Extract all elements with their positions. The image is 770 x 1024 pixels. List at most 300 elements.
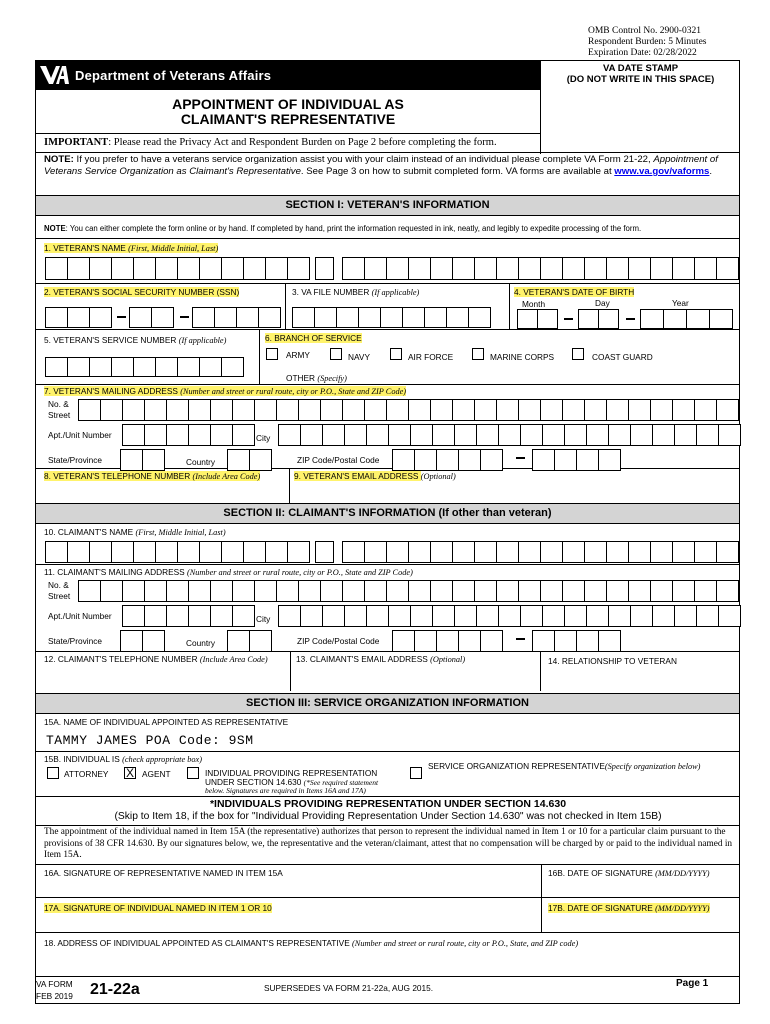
veteran-street-box[interactable]: [276, 399, 299, 421]
claimant-street-box[interactable]: [276, 580, 299, 602]
veteran-zip-ext-box[interactable]: [554, 449, 577, 471]
veteran-city-box[interactable]: [366, 424, 389, 446]
claimant-zip-box[interactable]: [414, 630, 437, 652]
veteran-city-box[interactable]: [608, 424, 631, 446]
veteran-street-box[interactable]: [584, 399, 607, 421]
service-org-label: [428, 761, 700, 772]
va-file-number-box[interactable]: [314, 307, 337, 328]
last-name-box[interactable]: [716, 257, 739, 280]
separator-dash: [117, 316, 126, 318]
veteran-city-box[interactable]: [718, 424, 741, 446]
claimant-street-box[interactable]: [408, 580, 431, 602]
claimant-country-box[interactable]: [249, 630, 272, 652]
claimant-street-box[interactable]: [342, 580, 365, 602]
veteran-street-box[interactable]: [320, 399, 343, 421]
last-name-box[interactable]: [584, 257, 607, 280]
veteran-city-box[interactable]: [388, 424, 411, 446]
claimant-apt-box[interactable]: [232, 605, 255, 627]
item-7-label: [44, 386, 406, 397]
service-number-box[interactable]: [177, 357, 200, 377]
claimant-country-box[interactable]: [227, 630, 250, 652]
veteran-city-box[interactable]: [652, 424, 675, 446]
omb-block: [588, 26, 706, 59]
last-name-box[interactable]: [650, 257, 673, 280]
divider: [290, 651, 291, 691]
claimant-last-name-box[interactable]: [430, 541, 453, 563]
title-line-2: CLAIMANT'S REPRESENTATIVE: [180, 111, 396, 127]
divider: [289, 468, 290, 504]
claimant-first-name-box[interactable]: [111, 541, 134, 563]
veteran-street-box[interactable]: [188, 399, 211, 421]
veteran-street-box[interactable]: [144, 399, 167, 421]
ssn-box[interactable]: [192, 307, 215, 328]
veteran-street-box[interactable]: [606, 399, 629, 421]
divider: [540, 651, 541, 691]
veteran-street-box[interactable]: [540, 399, 563, 421]
item-10-hint: (First, Middle Initial, Last): [135, 528, 226, 537]
claimant-first-name-box[interactable]: [89, 541, 112, 563]
claimant-city-box[interactable]: [630, 605, 653, 627]
veteran-city-box[interactable]: [432, 424, 455, 446]
veteran-street-box[interactable]: [628, 399, 651, 421]
claimant-street-box[interactable]: [606, 580, 629, 602]
last-name-box[interactable]: [562, 257, 585, 280]
claimant-last-name-box[interactable]: [562, 541, 585, 563]
claimant-city-box[interactable]: [696, 605, 719, 627]
va-file-number-box[interactable]: [358, 307, 381, 328]
claimant-last-name-box[interactable]: [518, 541, 541, 563]
claimant-street-box[interactable]: [650, 580, 673, 602]
last-name-box[interactable]: [364, 257, 387, 280]
veteran-zip-ext-box[interactable]: [598, 449, 621, 471]
veteran-street-box[interactable]: [408, 399, 431, 421]
claimant-zip-box[interactable]: [392, 630, 415, 652]
claimant-first-name-box[interactable]: [287, 541, 310, 563]
claimant-city-box[interactable]: [498, 605, 521, 627]
veteran-street-box[interactable]: [562, 399, 585, 421]
veteran-city-box[interactable]: [586, 424, 609, 446]
va-file-number-box[interactable]: [380, 307, 403, 328]
claimant-first-name-box[interactable]: [155, 541, 178, 563]
divider: [36, 133, 540, 134]
ssn-box[interactable]: [258, 307, 281, 328]
item-9-label: [294, 471, 456, 482]
veteran-city-label: City: [256, 433, 271, 443]
claimant-first-name-box[interactable]: [265, 541, 288, 563]
individual-14630-checkbox[interactable]: [187, 767, 199, 779]
claimant-street-box[interactable]: [628, 580, 651, 602]
agent-checkbox[interactable]: X: [125, 766, 134, 780]
claimant-street-box[interactable]: [298, 580, 321, 602]
veteran-street-box[interactable]: [386, 399, 409, 421]
claimant-apt-box[interactable]: [210, 605, 233, 627]
ssn-box[interactable]: [129, 307, 152, 328]
veteran-street-box[interactable]: [210, 399, 233, 421]
veteran-street-box[interactable]: [518, 399, 541, 421]
dob-day-box[interactable]: [578, 309, 599, 329]
branch-checkbox-coast-guard[interactable]: [572, 348, 584, 360]
claimant-street-box[interactable]: [144, 580, 167, 602]
claimant-street-box[interactable]: [232, 580, 255, 602]
dob-day-box[interactable]: [598, 309, 619, 329]
claimant-first-name-box[interactable]: [133, 541, 156, 563]
service-number-box[interactable]: [199, 357, 222, 377]
first-name-box[interactable]: [111, 257, 134, 280]
claimant-zip-box[interactable]: [480, 630, 503, 652]
veteran-street-box[interactable]: [166, 399, 189, 421]
veteran-street-box[interactable]: [672, 399, 695, 421]
veteran-street-box[interactable]: [474, 399, 497, 421]
claimant-first-name-box[interactable]: [67, 541, 90, 563]
claimant-last-name-box[interactable]: [540, 541, 563, 563]
claimant-state-box[interactable]: [142, 630, 165, 652]
claimant-street-box[interactable]: [188, 580, 211, 602]
claimant-city-box[interactable]: [410, 605, 433, 627]
claimant-last-name-box[interactable]: [650, 541, 673, 563]
attorney-checkbox[interactable]: [47, 767, 59, 779]
veteran-street-box[interactable]: [694, 399, 717, 421]
claimant-last-name-box[interactable]: [408, 541, 431, 563]
claimant-street-box[interactable]: [122, 580, 145, 602]
last-name-box[interactable]: [606, 257, 629, 280]
last-name-box[interactable]: [672, 257, 695, 280]
claimant-zip-ext-box[interactable]: [576, 630, 599, 652]
service-number-box[interactable]: [221, 357, 244, 377]
item-18-hint: (Number and street or rural route, city or P.O., State, and ZIP code): [352, 939, 579, 948]
veteran-city-box[interactable]: [322, 424, 345, 446]
last-name-box[interactable]: [386, 257, 409, 280]
veteran-state-label: State/Province: [48, 455, 102, 465]
first-name-box[interactable]: [177, 257, 200, 280]
veteran-zip-box[interactable]: [436, 449, 459, 471]
claimant-last-name-box[interactable]: [716, 541, 739, 563]
ssn-box[interactable]: [45, 307, 68, 328]
va-file-number-box[interactable]: [446, 307, 469, 328]
claimant-city-box[interactable]: [586, 605, 609, 627]
claimant-last-name-box[interactable]: [342, 541, 365, 563]
veteran-street-box[interactable]: [496, 399, 519, 421]
veteran-apt-box[interactable]: [232, 424, 255, 446]
claimant-state-box[interactable]: [120, 630, 143, 652]
veteran-apt-box[interactable]: [144, 424, 167, 446]
first-name-box[interactable]: [287, 257, 310, 280]
first-name-box[interactable]: [133, 257, 156, 280]
branch-checkbox-navy[interactable]: [330, 348, 342, 360]
veteran-city-box[interactable]: [454, 424, 477, 446]
veteran-street-box[interactable]: [78, 399, 101, 421]
service-number-box[interactable]: [155, 357, 178, 377]
veteran-city-box[interactable]: [542, 424, 565, 446]
footer-date: FEB 2019: [36, 991, 73, 1001]
item-2-label: [44, 287, 239, 297]
service-number-box[interactable]: [89, 357, 112, 377]
section-1-note-label: NOTE: [44, 224, 66, 233]
omb-burden: Respondent Burden: 5 Minutes: [588, 37, 707, 47]
service-number-box[interactable]: [67, 357, 90, 377]
claimant-zip-ext-box[interactable]: [532, 630, 555, 652]
item-6-label: [265, 333, 362, 343]
claimant-street-box[interactable]: [166, 580, 189, 602]
veteran-city-box[interactable]: [300, 424, 323, 446]
claimant-city-box[interactable]: [366, 605, 389, 627]
claimant-state-label: State/Province: [48, 636, 102, 646]
item-10-text: 10. CLAIMANT'S NAME: [44, 527, 136, 537]
veteran-city-box[interactable]: [344, 424, 367, 446]
claimant-city-box[interactable]: [520, 605, 543, 627]
veteran-street-box[interactable]: [298, 399, 321, 421]
claimant-apt-box[interactable]: [188, 605, 211, 627]
va-file-number-box[interactable]: [424, 307, 447, 328]
claimant-no-street-label: No. &: [48, 580, 69, 590]
claimant-street-box[interactable]: [364, 580, 387, 602]
item-5-label: [44, 335, 226, 346]
service-number-box[interactable]: [45, 357, 68, 377]
claimant-street-box[interactable]: [562, 580, 585, 602]
item-14-label: 14. RELATIONSHIP TO VETERAN: [548, 656, 677, 666]
last-name-box[interactable]: [694, 257, 717, 280]
claimant-city-box[interactable]: [674, 605, 697, 627]
veteran-zip-box[interactable]: [480, 449, 503, 471]
claimant-street-box[interactable]: [452, 580, 475, 602]
claimant-last-name-box[interactable]: [452, 541, 475, 563]
last-name-box[interactable]: [430, 257, 453, 280]
claimant-first-name-box[interactable]: [177, 541, 200, 563]
item-2-text: 2. VETERAN'S SOCIAL SECURITY NUMBER (SSN): [44, 287, 240, 297]
last-name-box[interactable]: [628, 257, 651, 280]
veteran-zip-ext-box[interactable]: [576, 449, 599, 471]
date-stamp-title: VA DATE STAMP: [602, 63, 679, 74]
veteran-city-box[interactable]: [564, 424, 587, 446]
claimant-street-box[interactable]: [496, 580, 519, 602]
veteran-street-box[interactable]: [452, 399, 475, 421]
veteran-street-box[interactable]: [254, 399, 277, 421]
vaforms-link[interactable]: www.va.gov/vaforms: [614, 166, 710, 177]
first-name-box[interactable]: [155, 257, 178, 280]
veteran-apt-box[interactable]: [210, 424, 233, 446]
veteran-state-box[interactable]: [120, 449, 143, 471]
first-name-box[interactable]: [265, 257, 288, 280]
va-file-number-box[interactable]: [402, 307, 425, 328]
claimant-city-box[interactable]: [344, 605, 367, 627]
divider: [509, 283, 510, 329]
claimant-apt-box[interactable]: [144, 605, 167, 627]
claimant-street-box[interactable]: [210, 580, 233, 602]
veteran-city-box[interactable]: [630, 424, 653, 446]
claimant-street-box[interactable]: [320, 580, 343, 602]
veteran-street-label: Street: [48, 410, 71, 420]
veteran-country-label: Country: [186, 457, 216, 467]
claimant-first-name-box[interactable]: [199, 541, 222, 563]
claimant-first-name-box[interactable]: [45, 541, 68, 563]
veteran-zip-ext-box[interactable]: [532, 449, 555, 471]
last-name-box[interactable]: [540, 257, 563, 280]
claimant-apt-box[interactable]: [122, 605, 145, 627]
item-11-text: 11. CLAIMANT'S MAILING ADDRESS: [44, 567, 187, 577]
last-name-box[interactable]: [408, 257, 431, 280]
branch-checkbox-other[interactable]: [266, 365, 278, 377]
ssn-box[interactable]: [151, 307, 174, 328]
claimant-street-box[interactable]: [694, 580, 717, 602]
claimant-city-box[interactable]: [718, 605, 741, 627]
veteran-street-box[interactable]: [650, 399, 673, 421]
claimant-street-box[interactable]: [474, 580, 497, 602]
claimant-last-name-box[interactable]: [386, 541, 409, 563]
item-13-label: [296, 654, 465, 665]
veteran-apt-label: Apt./Unit Number: [48, 430, 112, 440]
service-number-box[interactable]: [133, 357, 156, 377]
claimant-city-box[interactable]: [322, 605, 345, 627]
claimant-city-box[interactable]: [432, 605, 455, 627]
claimant-street-box[interactable]: [672, 580, 695, 602]
dob-month-box[interactable]: [537, 309, 558, 329]
claimant-street-box[interactable]: [584, 580, 607, 602]
dob-year-box[interactable]: [640, 309, 664, 329]
dob-year-box[interactable]: [663, 309, 687, 329]
veteran-city-box[interactable]: [476, 424, 499, 446]
claimant-street-box[interactable]: [254, 580, 277, 602]
ssn-box[interactable]: [236, 307, 259, 328]
claimant-first-name-box[interactable]: [221, 541, 244, 563]
agency-name: Department of Veterans Affairs: [75, 68, 272, 83]
claimant-street-box[interactable]: [716, 580, 739, 602]
first-name-box[interactable]: [221, 257, 244, 280]
claimant-street-box[interactable]: [78, 580, 101, 602]
claimant-street-box[interactable]: [518, 580, 541, 602]
claimant-last-name-box[interactable]: [364, 541, 387, 563]
claimant-last-name-box[interactable]: [628, 541, 651, 563]
claimant-street-box[interactable]: [100, 580, 123, 602]
claimant-street-box[interactable]: [540, 580, 563, 602]
veteran-street-box[interactable]: [364, 399, 387, 421]
representative-name-value[interactable]: TAMMY JAMES POA Code: 9SM: [46, 733, 254, 748]
item-4-text: 4. VETERAN'S DATE OF BIRTH: [514, 287, 635, 297]
item-15b-hint: (check appropriate box): [122, 755, 202, 764]
first-name-box[interactable]: [89, 257, 112, 280]
veteran-city-box[interactable]: [278, 424, 301, 446]
veteran-city-box[interactable]: [696, 424, 719, 446]
claimant-apt-box[interactable]: [166, 605, 189, 627]
individual-subheading: (Skip to Item 18, if the box for "Individual Providing Representation Under Section 14.630" was not checked in Item 15B): [114, 811, 662, 822]
claimant-apt-label: Apt./Unit Number: [48, 611, 112, 621]
veteran-city-box[interactable]: [520, 424, 543, 446]
dob-year-box[interactable]: [686, 309, 710, 329]
claimant-city-box[interactable]: [454, 605, 477, 627]
last-name-box[interactable]: [342, 257, 365, 280]
veteran-zip-box[interactable]: [458, 449, 481, 471]
claimant-city-box[interactable]: [564, 605, 587, 627]
veteran-country-box[interactable]: [227, 449, 250, 471]
divider: [36, 152, 740, 153]
veteran-zip-box[interactable]: [414, 449, 437, 471]
service-org-checkbox[interactable]: [410, 767, 422, 779]
ssn-box[interactable]: [89, 307, 112, 328]
branch-checkbox-army[interactable]: [266, 348, 278, 360]
claimant-first-name-box[interactable]: [243, 541, 266, 563]
veteran-street-box[interactable]: [716, 399, 739, 421]
note-form-title: Appointment of Veterans Service Organization as Claimant's Representative: [44, 154, 718, 177]
branch-checkbox-air-force[interactable]: [390, 348, 402, 360]
note-text-2: . See Page 3 on how to submit completed form. VA forms are available at: [300, 166, 612, 177]
claimant-last-name-box[interactable]: [672, 541, 695, 563]
first-name-box[interactable]: [45, 257, 68, 280]
first-name-box[interactable]: [67, 257, 90, 280]
claimant-city-box[interactable]: [542, 605, 565, 627]
branch-checkbox-marine-corps[interactable]: [472, 348, 484, 360]
separator-dash: [626, 318, 635, 320]
veteran-street-box[interactable]: [232, 399, 255, 421]
item-12-text: 12. CLAIMANT'S TELEPHONE NUMBER: [44, 654, 200, 664]
appointment-statement: The appointment of the individual named in Item 15A (the representative) authorizes that person to represent the individual named in Item 1 or 10 for a particular claim pursuant to the provisions of 38 CFR 14.630. By our signatures below, we, the representative and the veteran/claimant, attest that no compensation will be charged by or paid to the individual named in Item 15A.: [44, 827, 733, 860]
ssn-box[interactable]: [214, 307, 237, 328]
veteran-zip-box[interactable]: [392, 449, 415, 471]
veteran-city-box[interactable]: [498, 424, 521, 446]
claimant-last-name-box[interactable]: [606, 541, 629, 563]
claimant-middle-initial-box[interactable]: [315, 541, 334, 563]
attorney-label: ATTORNEY: [64, 769, 109, 779]
middle-initial-box[interactable]: [315, 257, 334, 280]
va-file-number-box[interactable]: [292, 307, 315, 328]
claimant-zip-box[interactable]: [436, 630, 459, 652]
veteran-state-box[interactable]: [142, 449, 165, 471]
veteran-street-box[interactable]: [100, 399, 123, 421]
claimant-city-box[interactable]: [278, 605, 301, 627]
va-file-number-box[interactable]: [336, 307, 359, 328]
va-file-number-box[interactable]: [468, 307, 491, 328]
omb-expiration: Expiration Date: 02/28/2022: [588, 48, 697, 58]
dob-year-box[interactable]: [709, 309, 733, 329]
claimant-city-box[interactable]: [300, 605, 323, 627]
item-15b-label: [44, 754, 202, 765]
veteran-apt-box[interactable]: [122, 424, 145, 446]
veteran-city-box[interactable]: [410, 424, 433, 446]
veteran-city-box[interactable]: [674, 424, 697, 446]
divider: [541, 864, 542, 932]
dob-month-box[interactable]: [517, 309, 538, 329]
veteran-street-box[interactable]: [430, 399, 453, 421]
last-name-box[interactable]: [496, 257, 519, 280]
last-name-box[interactable]: [452, 257, 475, 280]
claimant-street-box[interactable]: [386, 580, 409, 602]
claimant-zip-ext-box[interactable]: [554, 630, 577, 652]
claimant-last-name-box[interactable]: [584, 541, 607, 563]
claimant-street-label: Street: [48, 591, 71, 601]
veteran-apt-box[interactable]: [166, 424, 189, 446]
first-name-box[interactable]: [199, 257, 222, 280]
last-name-box[interactable]: [474, 257, 497, 280]
divider: [259, 329, 260, 384]
claimant-city-box[interactable]: [608, 605, 631, 627]
veteran-country-box[interactable]: [249, 449, 272, 471]
claimant-zip-box[interactable]: [458, 630, 481, 652]
claimant-last-name-box[interactable]: [474, 541, 497, 563]
ssn-box[interactable]: [67, 307, 90, 328]
claimant-city-box[interactable]: [476, 605, 499, 627]
veteran-street-box[interactable]: [122, 399, 145, 421]
note-end: .: [709, 166, 713, 177]
dob-year-label: Year: [672, 298, 689, 308]
claimant-last-name-box[interactable]: [694, 541, 717, 563]
claimant-last-name-box[interactable]: [496, 541, 519, 563]
first-name-box[interactable]: [243, 257, 266, 280]
last-name-box[interactable]: [518, 257, 541, 280]
claimant-zip-ext-box[interactable]: [598, 630, 621, 652]
service-number-box[interactable]: [111, 357, 134, 377]
veteran-apt-box[interactable]: [188, 424, 211, 446]
claimant-city-box[interactable]: [652, 605, 675, 627]
claimant-city-box[interactable]: [388, 605, 411, 627]
claimant-street-box[interactable]: [430, 580, 453, 602]
veteran-street-box[interactable]: [342, 399, 365, 421]
